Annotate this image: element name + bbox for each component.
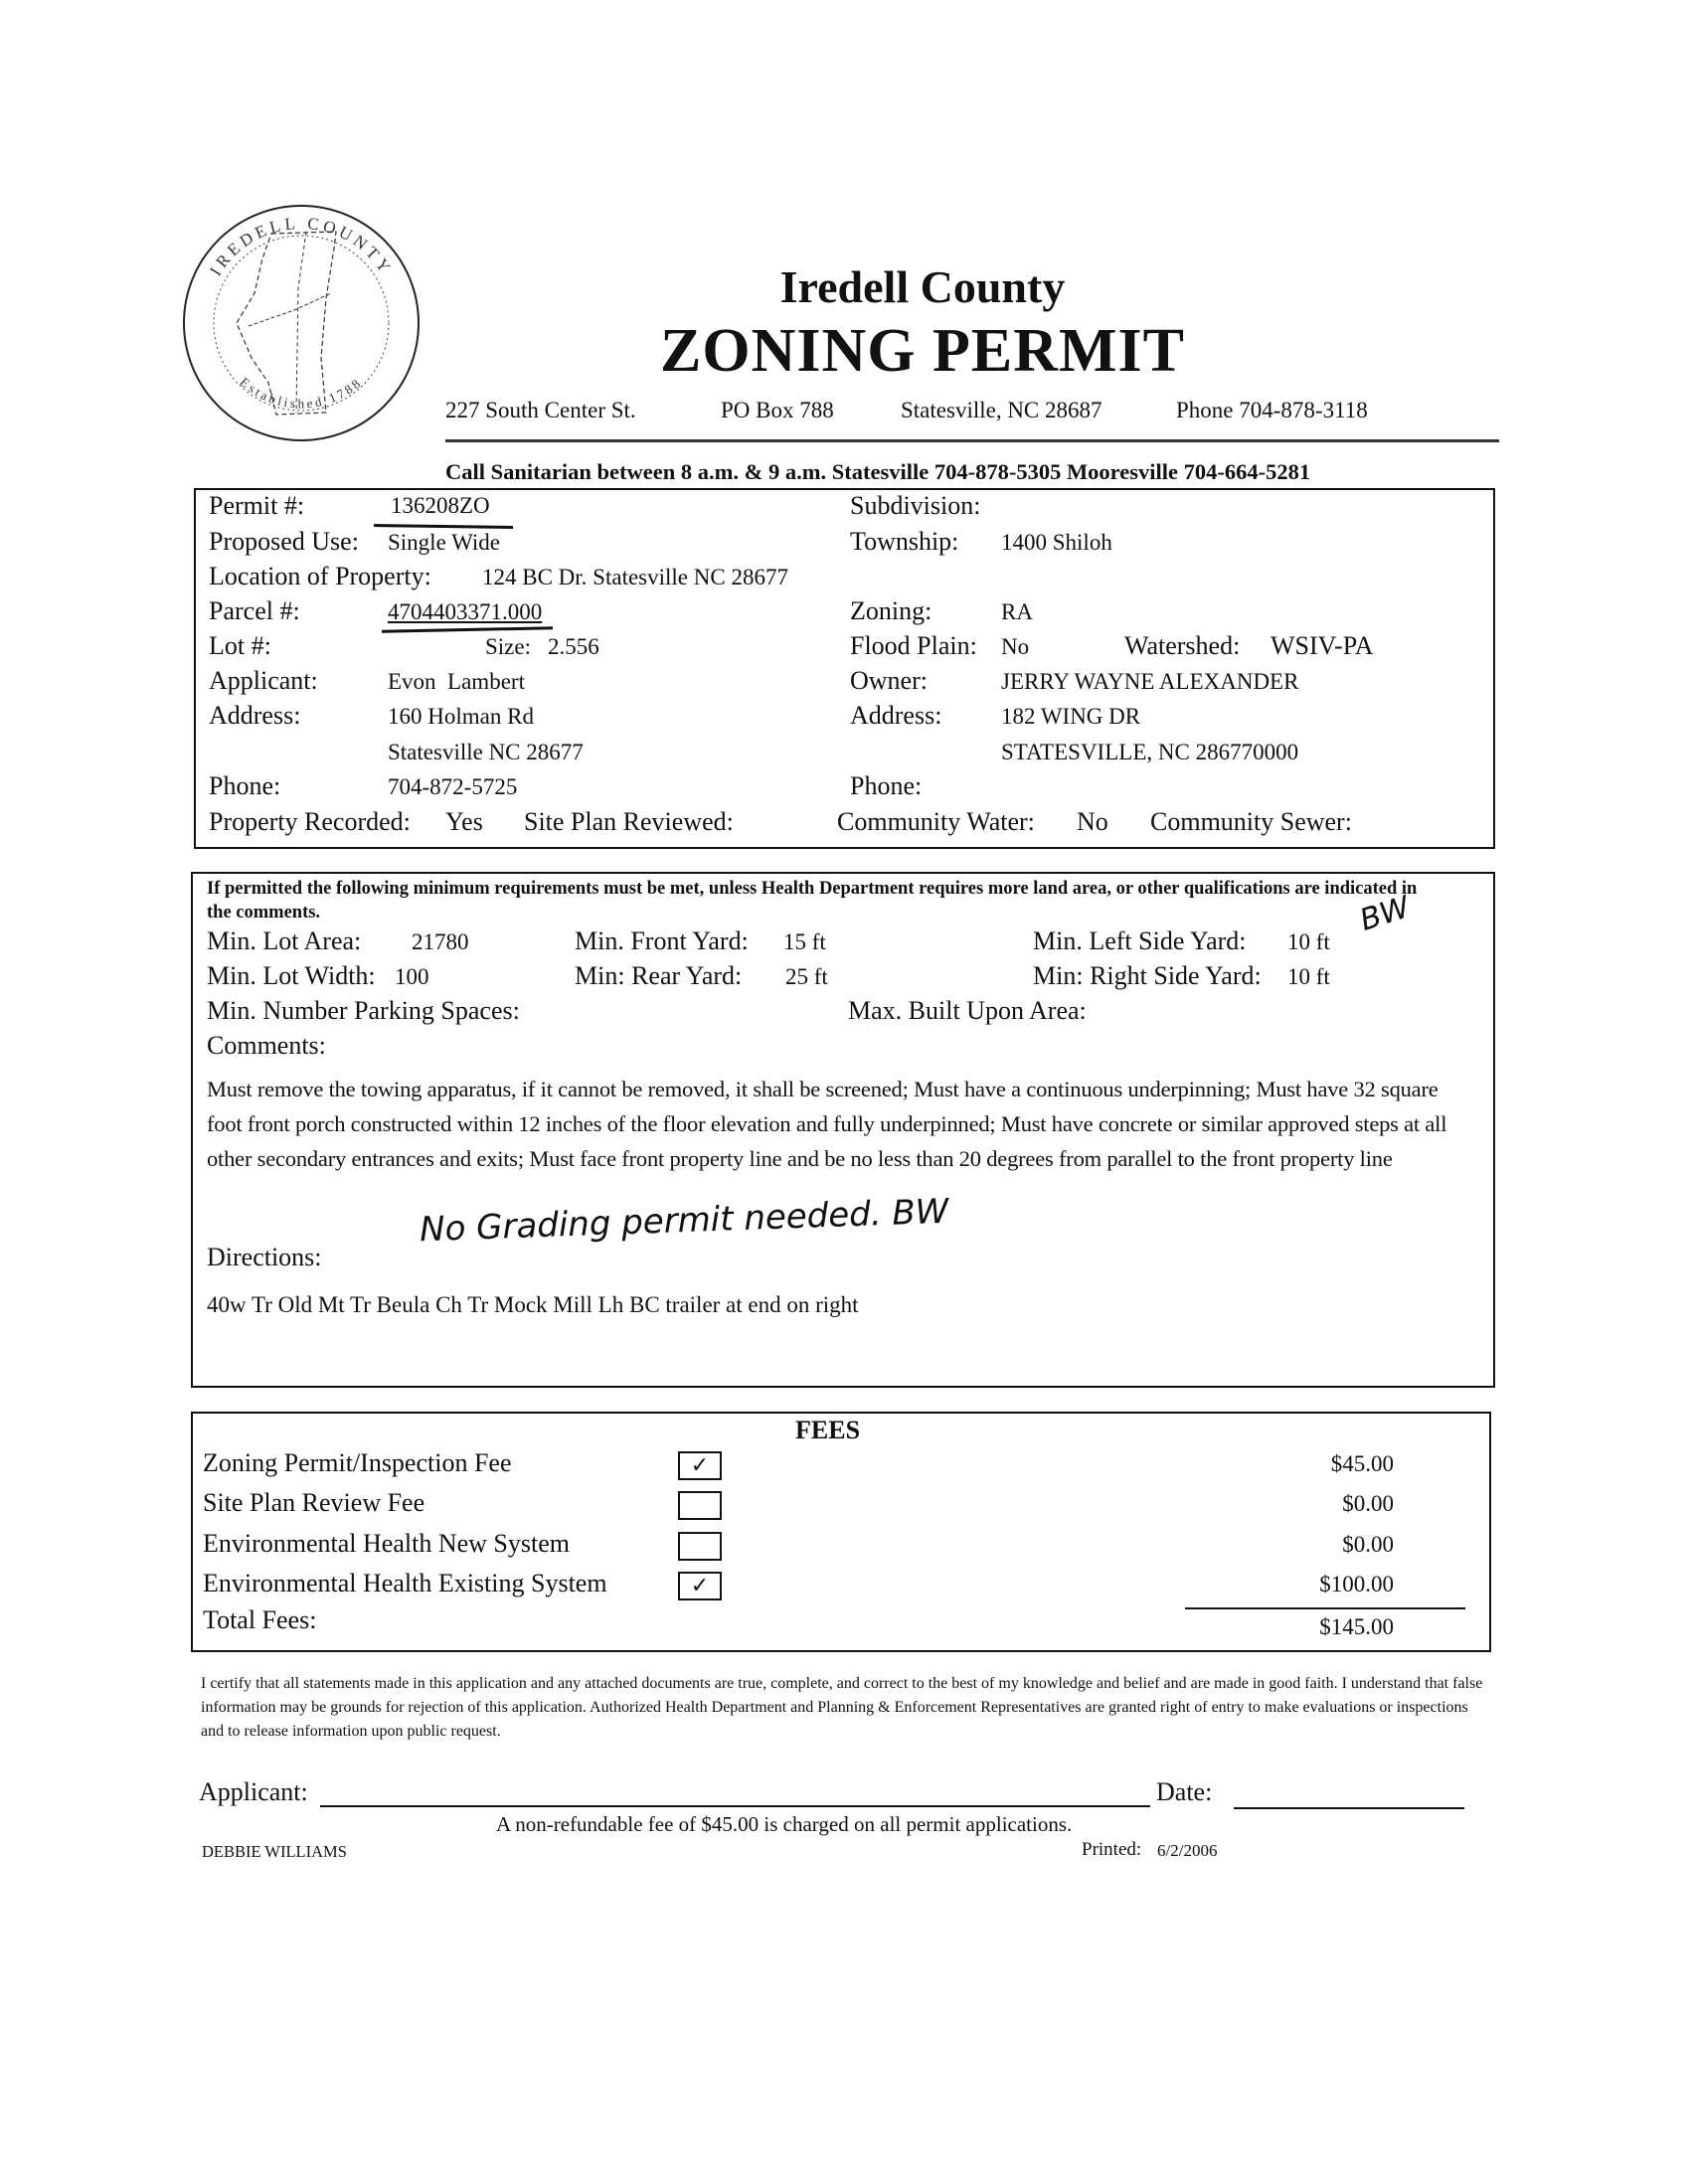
sanitarian-note: Call Sanitarian between 8 a.m. & 9 a.m. Statesville 704-878-5305 Mooresville 704-664-5281 (445, 459, 1311, 484)
check-mark-icon: ✓ (690, 1574, 710, 1598)
comments-text: Must remove the towing apparatus, if it cannot be removed, it shall be screened; Must have a continuous underpinning; Must have 32 square foot front porch constructed within 12 inches of the floor elevation and fully underpinned; Must have concrete or similar approved steps at all other secondary entrances and exits; Must face front property line and be no less than 20 degrees from parallel to the front property line (207, 1077, 1447, 1171)
fee-checkbox[interactable] (678, 1572, 722, 1600)
proposed-use-value: Single Wide (388, 530, 501, 555)
fee-amount: $100.00 (1319, 1572, 1394, 1596)
applicant-address-line1: 160 Holman Rd (388, 704, 534, 729)
handwritten-note: No Grading permit needed. BW (419, 1191, 949, 1251)
owner-address-label: Address: (850, 701, 942, 730)
applicant-address-line2: Statesville NC 28677 (388, 740, 584, 764)
community-water-label: Community Water: (837, 807, 1035, 836)
zoning-value: RA (1001, 599, 1033, 624)
applicant-phone-label: Phone: (209, 771, 281, 800)
fees-title: FEES (795, 1416, 861, 1444)
date-label: Date: (1156, 1777, 1213, 1806)
nonrefundable-note: A non-refundable fee of $45.00 is charged on all permit applications. (496, 1812, 1073, 1836)
handwritten-initials: BW (1355, 890, 1415, 938)
location-value: 124 BC Dr. Statesville NC 28677 (482, 565, 788, 589)
date-line[interactable] (1234, 1807, 1464, 1809)
clerk-name: DEBBIE WILLIAMS (202, 1842, 347, 1861)
zoning-label: Zoning: (850, 596, 932, 625)
fee-label: Site Plan Review Fee (203, 1488, 425, 1517)
min-parking-spaces-label: Min. Number Parking Spaces: (207, 996, 520, 1025)
owner-value: JERRY WAYNE ALEXANDER (1001, 669, 1299, 694)
flood-plain-label: Flood Plain: (850, 631, 977, 660)
total-divider (1185, 1607, 1465, 1609)
community-water-value: No (1077, 807, 1108, 836)
size-value: 2.556 (548, 634, 599, 659)
max-built-upon-area-label: Max. Built Upon Area: (848, 996, 1087, 1025)
watershed-label: Watershed: (1124, 631, 1241, 660)
directions-text: 40w Tr Old Mt Tr Beula Ch Tr Mock Mill Lh BC trailer at end on right (207, 1292, 859, 1317)
min-lot-area-label: Min. Lot Area: (207, 926, 362, 955)
directions-label: Directions: (207, 1243, 322, 1271)
min-lot-width-label: Min. Lot Width: (207, 961, 376, 990)
owner-phone-label: Phone: (850, 771, 923, 800)
fee-checkbox[interactable] (678, 1451, 722, 1480)
requirements-intro: If permitted the following minimum requirements must be met, unless Health Department requires more land area, or other qualifications are indicated in the comments. (207, 879, 1418, 923)
min-front-yard-value: 15 ft (783, 929, 826, 954)
header-divider (445, 439, 1499, 442)
office-street: 227 South Center St. (445, 398, 636, 422)
min-lot-width-value: 100 (395, 964, 429, 989)
min-lot-area-value: 21780 (412, 929, 469, 954)
applicant-phone-value: 704-872-5725 (388, 774, 518, 799)
fee-checkbox[interactable] (678, 1491, 722, 1520)
parcel-value: 4704403371.000 (388, 599, 543, 624)
applicant-signature-line[interactable] (320, 1805, 1150, 1807)
applicant-address-label: Address: (209, 701, 301, 730)
total-fees-amount: $145.00 (1319, 1614, 1394, 1639)
fee-label: Environmental Health Existing System (203, 1569, 607, 1597)
seal-text-bottom: Established 1788 (237, 374, 366, 412)
printed-label: Printed: (1082, 1839, 1142, 1860)
total-fees-label: Total Fees: (203, 1605, 317, 1634)
subdivision-label: Subdivision: (850, 491, 981, 520)
certification-text: I certify that all statements made in this application and any attached documents are true, complete, and correct to the best of my knowledge and belief and are made in good faith. I understand that false information may be grounds for rejection of this application. Authorized Health Department and Planning & Enforcement Representatives are granted right of entry to make evaluations or inspections and to release information upon public request. (201, 1675, 1483, 1740)
applicant-value: Evon Lambert (388, 669, 525, 694)
min-right-side-yard-value: 10 ft (1287, 964, 1330, 989)
applicant-label: Applicant: (209, 666, 318, 695)
property-recorded-value: Yes (445, 807, 483, 836)
owner-address-line2: STATESVILLE, NC 286770000 (1001, 740, 1299, 764)
community-sewer-label: Community Sewer: (1150, 807, 1352, 836)
proposed-use-label: Proposed Use: (209, 527, 359, 556)
min-left-side-yard-label: Min. Left Side Yard: (1033, 926, 1247, 955)
min-rear-yard-label: Min: Rear Yard: (575, 961, 743, 990)
office-city: Statesville, NC 28687 (901, 398, 1102, 422)
owner-address-line1: 182 WING DR (1001, 704, 1141, 729)
watershed-value: WSIV-PA (1270, 631, 1374, 660)
location-label: Location of Property: (209, 562, 431, 590)
seal-text-top: IREDELL COUNTY (206, 213, 397, 279)
min-rear-yard-value: 25 ft (785, 964, 828, 989)
site-plan-reviewed-label: Site Plan Reviewed: (524, 807, 734, 836)
flood-plain-value: No (1001, 634, 1030, 659)
comments-label: Comments: (207, 1031, 326, 1060)
size-label: Size: (485, 634, 531, 659)
lot-label: Lot #: (209, 631, 271, 660)
page-title: ZONING PERMIT (660, 317, 1185, 385)
owner-label: Owner: (850, 666, 928, 695)
permit-number-label: Permit #: (209, 491, 305, 520)
township-label: Township: (850, 527, 959, 556)
fee-amount: $45.00 (1330, 1451, 1394, 1476)
property-recorded-label: Property Recorded: (209, 807, 411, 836)
fee-amount: $0.00 (1342, 1491, 1394, 1516)
min-right-side-yard-label: Min: Right Side Yard: (1033, 961, 1262, 990)
county-name: Iredell County (779, 261, 1066, 312)
permit-number-value: 136208ZO (391, 493, 490, 518)
township-value: 1400 Shiloh (1001, 530, 1112, 555)
printed-date: 6/2/2006 (1157, 1841, 1218, 1860)
parcel-label: Parcel #: (209, 596, 300, 625)
fee-label: Environmental Health New System (203, 1529, 570, 1558)
fee-label: Zoning Permit/Inspection Fee (203, 1448, 512, 1477)
office-pobox: PO Box 788 (721, 398, 834, 422)
office-phone: Phone 704-878-3118 (1176, 398, 1368, 422)
applicant-signature-label: Applicant: (199, 1777, 308, 1806)
min-left-side-yard-value: 10 ft (1287, 929, 1330, 954)
check-mark-icon: ✓ (690, 1453, 710, 1478)
fee-checkbox[interactable] (678, 1532, 722, 1561)
fee-amount: $0.00 (1342, 1532, 1394, 1557)
min-front-yard-label: Min. Front Yard: (575, 926, 749, 955)
